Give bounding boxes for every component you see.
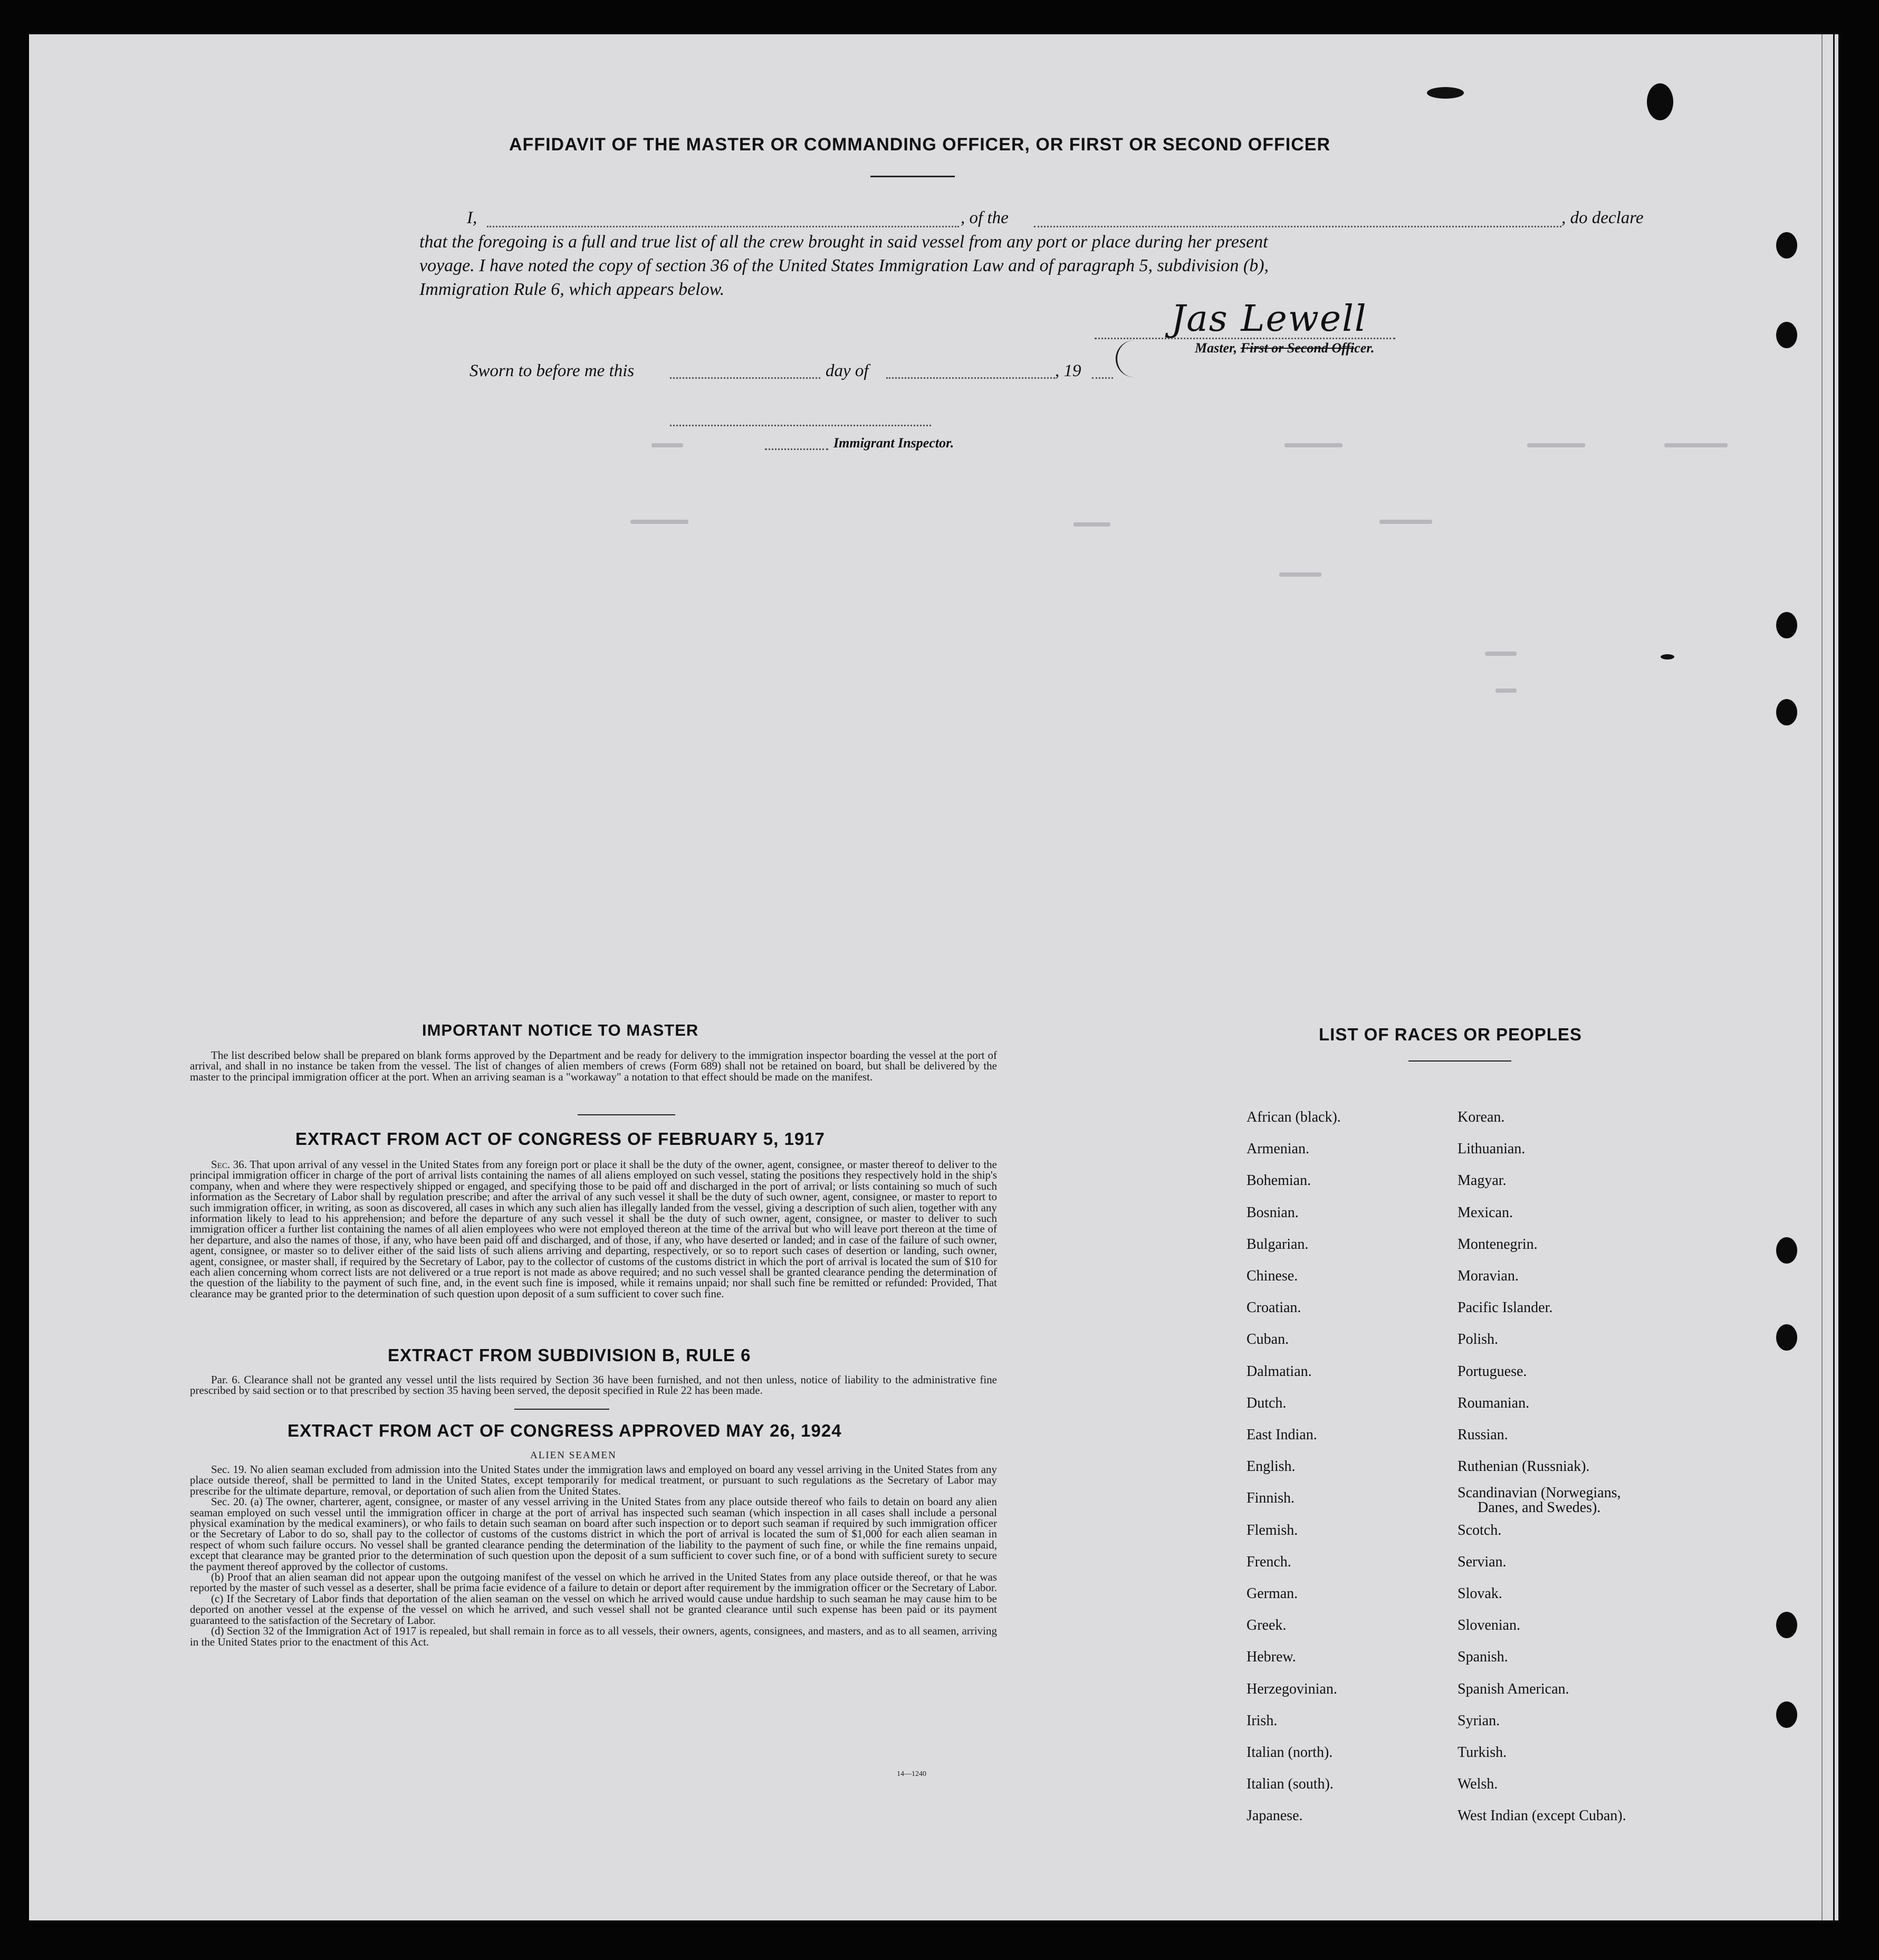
notice-paragraph: The list described below shall be prepared on blank forms approved by the Department and be ready for delivery to the immigration inspector boarding the vessel at the port of arrival, and shall in no instance be taken from the vessel. The list of changes of alien members of crews (Form 689) shall not be retained on board, but shall be delivered by the master to the principal immigration officer at the port. When an arriving seaman is a "workaway" a notation to that effect should be made on the manifest. [190, 1049, 997, 1083]
race-item: Bulgarian. [1247, 1236, 1309, 1253]
race-item: Lithuanian. [1458, 1141, 1526, 1158]
signature-flourish [1116, 340, 1149, 377]
race-item: Polish. [1458, 1331, 1499, 1348]
race-item: Finnish. [1247, 1490, 1295, 1507]
race-item: Russian. [1458, 1427, 1508, 1443]
sec-36-label: Sec. 36. [211, 1158, 247, 1171]
right-edge-line [1833, 34, 1835, 1920]
race-item: African (black). [1247, 1109, 1341, 1125]
sec-36-text: That upon arrival of any vessel in the United States from any foreign port or place it shall be the duty of the owner, agent, consignee, or master thereof to deliver to the principal immigration officer in charge of the port of arrival lists containing the names of all aliens employed on such vessel, stating the positions they respectively hold in the ship's company, when and where they were respectively shipped or engaged, and specifying those to be paid off and discharged in the port of arrival; or lists containing so much of such information as the Secretary of Labor shall by regulation prescribe; and after the arrival of any such vessel it shall be the duty of such owner, agent, consignee, or master to report to such immigration officer, in writing, as soon as discovered, all cases in which any such alien has illegally landed from the vessel, giving a description of such alien, together with any information likely to lead to his apprehension; and before the departure of any such vessel it shall be the duty of such owner, agent, consignee, or master to deliver to such immigration officer a further list containing the names of all alien employees who were not employed thereon at the time of the arrival but who will leave port thereon at the time of her departure, and also the names of those, if any, who have been paid off and discharged, and of those, if any, who have deserted or landed; and in case of the failure of such owner, agent, consignee, or master so to deliver either of the said lists of such aliens arriving and departing, respectively, or so to report such cases of desertion or landing, such owner, agent, consignee, or master shall, if required by the Secretary of Labor, pay to the collector of customs of the customs district in which the port of arrival is located the sum of $10 for each alien concerning whom correct lists are not delivered or a true report is not made as above required; and no such vessel shall be granted clearance pending the determination of the question of the liability to the payment of such fine, and, in the event such fine is imposed, while it remains unpaid; nor shall such fine be remitted or refunded: Provided, That clearance may be granted prior to the determination of such question upon deposit of a sum sufficient to cover such fine. [190, 1158, 997, 1300]
race-item: Bohemian. [1247, 1172, 1311, 1189]
notice-divider [578, 1114, 675, 1115]
top-edge-notch [686, 21, 1846, 34]
sworn-label: Sworn to before me this [469, 361, 635, 380]
ink-blot [1427, 87, 1464, 99]
bleed-through-mark [1664, 443, 1728, 447]
bleed-through-mark [1495, 689, 1517, 693]
race-item: West Indian (except Cuban). [1458, 1808, 1626, 1824]
punch-hole [1776, 232, 1797, 259]
sworn-day-blank [670, 377, 820, 379]
punch-hole [1776, 699, 1797, 725]
bleed-through-mark [1379, 520, 1432, 524]
race-item: Hebrew. [1247, 1649, 1296, 1666]
sworn-year-blank [1092, 377, 1113, 379]
form-number: 14—1240 [897, 1770, 926, 1778]
of-the-label: , of the [961, 208, 1009, 227]
race-item: East Indian. [1247, 1427, 1317, 1443]
race-item: Portuguese. [1458, 1363, 1527, 1380]
document-page [29, 34, 1838, 1920]
day-of-label: day of [826, 361, 869, 380]
race-item: Armenian. [1247, 1141, 1309, 1158]
race-item: French. [1247, 1553, 1291, 1570]
punch-hole [1776, 1701, 1797, 1728]
sec-20c-paragraph: (c) If the Secretary of Labor finds that deportation of the alien seaman on the vessel on which he arrived would cause undue hardship to such seaman he may cause him to be deported on another vessel at the expense of the vessel on which he arrived, and such vessel shall not be granted clearance until such expense has been paid or its payment guaranteed to the satisfaction of the Secretary of Labor. [190, 1592, 997, 1627]
sec-20d-paragraph: (d) Section 32 of the Immigration Act of 1917 is repealed, but shall remain in force as to all vessels, their owners, agents, consignees, and masters, and as to all seamen, arriving in the United States prior to the enactment of this Act. [190, 1624, 997, 1648]
sec-19-paragraph: Sec. 19. No alien seaman excluded from admission into the United States under the immigration laws and employed on board any vessel arriving in the United States from any place outside thereof, shall be permitted to land in the United States, except temporarily for medical treatment, or pursuant to such regulations as the Secretary of Labor may prescribe for the ultimate departure, removal, or deportation of such alien from the United States. [190, 1463, 997, 1497]
race-item: Japanese. [1247, 1808, 1303, 1824]
extract-1917-title: EXTRACT FROM ACT OF CONGRESS OF FEBRUARY 5, 1917 [295, 1129, 825, 1149]
sec-20a-paragraph: Sec. 20. (a) The owner, charterer, agent, consignee, or master of any vessel arriving in the United States from any place outside thereof who fails to detain on board any alien seaman employed on such vessel until the immigration officer in charge at the port of arrival has inspected such seaman (which inspection in all cases shall include a personal physical examination by the medical examiners), or who fails to detain such seaman on board after such inspection or to deport such seaman if required by such immigration officer or the Secretary of Labor to do so, shall pay to the collector of customs of the customs district in which the port of arrival is located the sum of $1,000 for each alien seaman in respect of whom such failure occurs. No vessel shall be granted clearance pending the determination of the liability to the payment of such fine, or while the fine remains unpaid, except that clearance may be granted prior to the determination of such question upon the deposit of a sum sufficient to cover such fine, or of a bond with sufficient surety to secure the payment thereof approved by the collector of customs. [190, 1495, 997, 1573]
race-item: Herzegovinian. [1247, 1680, 1337, 1697]
extract-rule6-paragraph: Par. 6. Clearance shall not be granted any vessel until the lists required by Section 36 have been furnished, and not then unless, notice of liability to the administrative fine prescribed by said section or to that prescribed by section 35 having been served, the deposit specified in Rule 22 has been made. [190, 1373, 997, 1397]
inspector-label: Immigrant Inspector. [833, 435, 954, 451]
affidavit-title: AFFIDAVIT OF THE MASTER OR COMMANDING OFFICER, OR FIRST OR SECOND OFFICER [509, 135, 1330, 155]
i-label: I, [467, 208, 477, 227]
ink-blot [1661, 654, 1674, 659]
notice-text [190, 1050, 997, 1082]
declaration-line-4: Immigration Rule 6, which appears below. [419, 280, 725, 299]
punch-hole [1776, 322, 1797, 348]
race-item: Roumanian. [1458, 1394, 1530, 1411]
race-item: Magyar. [1458, 1172, 1507, 1189]
officer-label-suffix: cer. [1354, 340, 1375, 356]
race-item: English. [1247, 1458, 1296, 1475]
declaration-line-2: that the foregoing is a full and true list of all the crew brought in said vessel from any port or place during her present [419, 232, 1268, 252]
right-edge-line-2 [1822, 34, 1823, 1920]
race-item: Chinese. [1247, 1268, 1298, 1284]
race-item: Montenegrin. [1458, 1236, 1538, 1253]
race-item: Spanish. [1458, 1649, 1508, 1666]
races-title: LIST OF RACES OR PEOPLES [1319, 1025, 1582, 1044]
race-item: Pacific Islander. [1458, 1299, 1553, 1316]
race-item: Dalmatian. [1247, 1363, 1312, 1380]
race-item: Ruthenian (Russniak). [1458, 1458, 1590, 1475]
race-item: Welsh. [1458, 1776, 1498, 1793]
race-item: Turkish. [1458, 1744, 1507, 1761]
name-blank [487, 226, 959, 227]
race-item: Irish. [1247, 1712, 1278, 1729]
title-divider [870, 176, 955, 177]
sec-20b-paragraph: (b) Proof that an alien seaman did not appear upon the outgoing manifest of the vessel on which he arrived in the United States from any place outside thereof, or that he was reported by the master of such vessel as a deserter, shall be prima facie evidence of a failure to detain or deport after requirement by the immigration officer or the Secretary of Labor. [190, 1571, 997, 1594]
race-item: Scandinavian (Norwegians, Danes, and Swedes). [1458, 1485, 1621, 1516]
race-item: Korean. [1458, 1109, 1505, 1125]
alien-seamen-subtitle: ALIEN SEAMEN [530, 1450, 617, 1461]
race-item: Mexican. [1458, 1204, 1513, 1221]
punch-hole [1776, 1324, 1797, 1351]
bleed-through-mark [1279, 572, 1321, 577]
race-item: Spanish American. [1458, 1680, 1569, 1697]
extract-1924-text [190, 1464, 997, 1647]
race-item: Slovenian. [1458, 1617, 1520, 1634]
inspector-blank-2 [765, 448, 828, 450]
punch-hole [1776, 612, 1797, 638]
bleed-through-mark [630, 520, 688, 524]
race-item: Cuban. [1247, 1331, 1289, 1348]
bleed-through-mark [1527, 443, 1585, 447]
race-item: Croatian. [1247, 1299, 1301, 1316]
extract-1924-title: EXTRACT FROM ACT OF CONGRESS APPROVED MAY 26, 1924 [287, 1421, 842, 1440]
race-item: Greek. [1247, 1617, 1287, 1634]
sworn-month-blank [886, 377, 1055, 379]
rule6-divider [514, 1409, 609, 1410]
race-item: Slovak. [1458, 1585, 1502, 1602]
declaration-line-3: voyage. I have noted the copy of section 36 of the United States Immigration Law and of paragraph 5, subdivision (b), [419, 256, 1269, 275]
bleed-through-mark [1284, 443, 1343, 447]
do-declare-label: , do declare [1561, 208, 1644, 227]
officer-label [1195, 340, 1374, 356]
punch-hole [1647, 83, 1673, 120]
inspector-blank [670, 425, 931, 426]
race-item: Flemish. [1247, 1522, 1298, 1538]
vessel-blank [1034, 226, 1561, 227]
race-item: Servian. [1458, 1553, 1507, 1570]
extract-1917-paragraph [190, 1159, 997, 1299]
race-item: Scotch. [1458, 1522, 1502, 1538]
notice-title: IMPORTANT NOTICE TO MASTER [422, 1021, 699, 1039]
extract-1917-text [190, 1159, 997, 1299]
punch-hole [1776, 1612, 1797, 1638]
punch-hole [1776, 1237, 1797, 1264]
race-item: German. [1247, 1585, 1298, 1602]
race-item: Italian (north). [1247, 1744, 1333, 1761]
officer-label-prefix: Master, [1195, 340, 1238, 356]
races-divider [1408, 1060, 1511, 1062]
bleed-through-mark [1485, 652, 1517, 656]
race-item: Moravian. [1458, 1268, 1519, 1284]
year-label: , 19 [1055, 361, 1081, 380]
signature-blank [1095, 338, 1395, 339]
race-item: Italian (south). [1247, 1776, 1334, 1793]
extract-rule6-title: EXTRACT FROM SUBDIVISION B, RULE 6 [388, 1345, 751, 1365]
master-signature: Jas Lewell [1171, 298, 1367, 340]
bleed-through-mark [1073, 522, 1110, 527]
race-item: Syrian. [1458, 1712, 1500, 1729]
officer-label-struck: First or Second Offi [1240, 340, 1355, 356]
race-item: Bosnian. [1247, 1204, 1299, 1221]
extract-rule6-text [190, 1374, 997, 1396]
race-item: Dutch. [1247, 1394, 1287, 1411]
bleed-through-mark [651, 443, 683, 447]
